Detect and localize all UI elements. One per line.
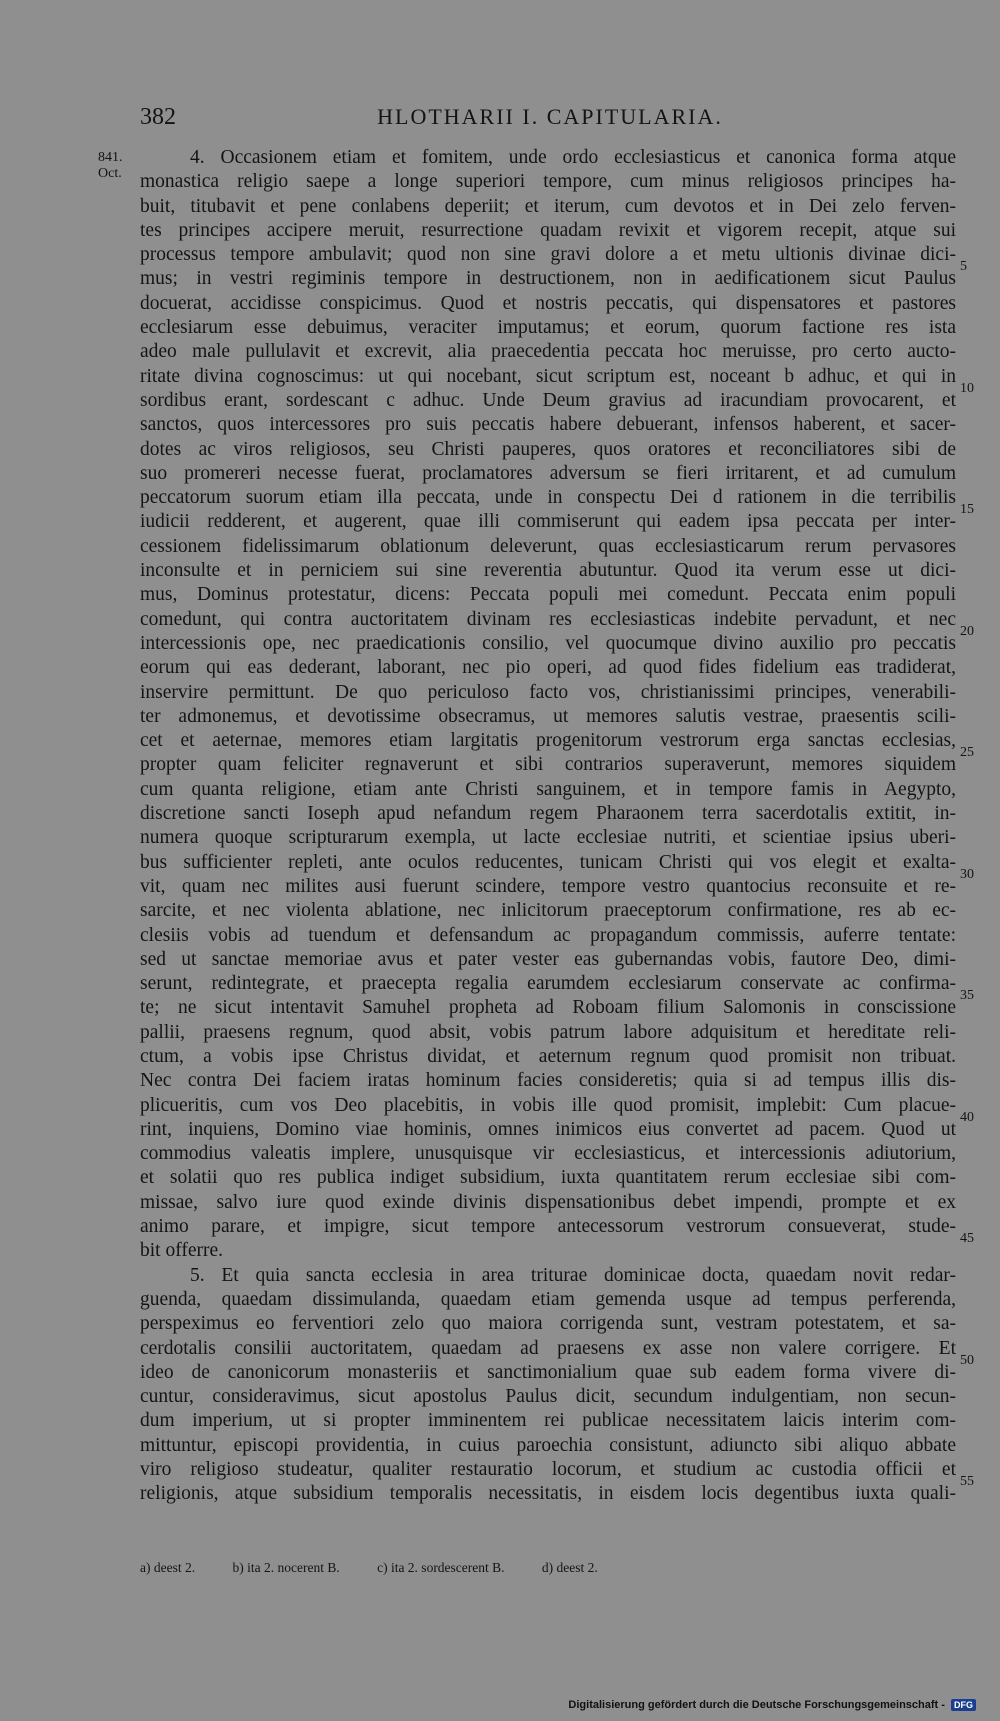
text-line: eorum qui eas dederant, laborant, nec pio operi, ad quod fides fidelium eas tradiderat, [140, 657, 956, 679]
text-line: religionis, atque subsidium temporalis necessitatis, in eisdem locis degentibus iuxta quali- [140, 1483, 956, 1505]
line-number: 30 [960, 867, 974, 882]
text-line: cuntur, consideravimus, sicut apostolus Paulus dicit, secundum indulgentiam, non secun- [140, 1386, 956, 1408]
line-number: 45 [960, 1231, 974, 1246]
credit-text: Digitalisierung gefördert durch die Deutsche Forschungsgemeinschaft - [568, 1699, 945, 1711]
text-line: mus; in vestri regiminis tempore in destructionem, non in aedificationem sicut Paulus [140, 268, 956, 290]
text-line: commodius valeatis implere, unusquisque vir ecclesiasticus, et intercessionis adiutorium, [140, 1143, 956, 1165]
footnote: c) ita 2. sordescerent B. [377, 1560, 505, 1575]
text-line: mus, Dominus protestatur, dicens: Peccata populi mei comedunt. Peccata enim populi [140, 584, 956, 606]
footnotes [140, 1560, 956, 1576]
page-header [140, 104, 960, 134]
text-line: missae, salvo iure quod exinde divinis dispensationibus debet impendi, prompte et ex [140, 1191, 956, 1213]
line-number: 40 [960, 1110, 974, 1125]
text-line: mittuntur, episcopi providentia, in cuius paroechia consistunt, adiuncto sibi aliquo abbate [140, 1434, 956, 1456]
text-line: te; ne sicut intentavit Samuhel propheta ad Roboam filium Salomonis in conscissione [140, 997, 956, 1019]
text-line: cessionem fidelissimarum oblationum deleverunt, quas ecclesiasticarum rerum pervasores [140, 535, 956, 557]
text-line: ter admonemus, et devotissime obsecramus, ut memores salutis vestrae, praesentis scili- [140, 705, 956, 727]
text-line: buit, titubavit et pene conlabens deperiit; et iterum, cum devotos et in Dei zelo ferven- [140, 195, 956, 217]
text-line: sarcite, et nec violenta ablatione, nec inlicitorum praeceptorum confirmatione, res ab ec- [140, 900, 956, 922]
body-text [140, 146, 956, 1507]
text-line: discretione sancti Ioseph apud nefandum regem Pharaonem terra sacerdotalis extitit, in- [140, 803, 956, 825]
text-line: propter quam feliciter regnaverunt et sibi contrarios superaverunt, memores siquidem [140, 754, 956, 776]
text-line: comedunt, qui contra auctoritatem divinam res ecclesiasticas indebite pervadunt, et nec [140, 608, 956, 630]
line-number: 55 [960, 1474, 974, 1489]
text-line: plicueritis, cum vos Deo placebitis, in vobis ille quod promisit, implebit: Cum placue- [140, 1094, 956, 1116]
text-line: sed ut sanctae memoriae avus et pater vester eas gubernandas vobis, fautore Deo, dimi- [140, 948, 956, 970]
footnote: a) deest 2. [140, 1560, 196, 1575]
text-line: viro religioso studeatur, qualiter restauratio locorum, et studium ac custodia officii et [140, 1459, 956, 1481]
text-line: iudicii redderent, et augerent, quae illi commiserunt qui eadem ipsa peccata per inter- [140, 511, 956, 533]
text-line: dotes ac viros religiosos, seu Christi pauperes, quos oratores et reconciliatores sibi de [140, 438, 956, 460]
text-line: suo promereri necesse fuerat, proclamatores adversum se fieri irritarent, et ad cumulum [140, 462, 956, 484]
text-line: monastica religio saepe a longe superiori tempore, cum minus religiosos principes ha- [140, 171, 956, 193]
text-line: intercessionis ope, nec praedicationis consilio, vel quocumque divino auxilio pro peccatis [140, 632, 956, 654]
line-number: 35 [960, 988, 974, 1003]
footnote: d) deest 2. [541, 1560, 598, 1575]
margin-year: 841. [98, 150, 123, 165]
text-line: cerdotalis consilii auctoritatem, quaedam ad praesens ex asse non valere corrigere. Et [140, 1337, 956, 1359]
text-line: perspeximus eo ferventiori zelo quo maiora corrigenda sunt, vestram potestatem, et sa- [140, 1313, 956, 1335]
text-line: peccatorum suorum etiam illa peccata, unde in conspectu Dei d rationem in die terribilis [140, 487, 956, 509]
text-line: sanctos, quos intercessores pro suis peccatis habere debuerant, infensos haberent, et sacer- [140, 414, 956, 436]
text-line: adeo male pullulavit et excrevit, alia praecedentia peccata hoc meruisse, pro certo aucto- [140, 341, 956, 363]
text-line: ecclesiarum esse debuimus, veraciter imputamus; et eorum, quorum factione res ista [140, 317, 956, 339]
text-line: cet et aeternae, memores etiam largitatis progenitorum vestrorum erga sanctas ecclesias, [140, 730, 956, 752]
line-number: 50 [960, 1353, 974, 1368]
text-line: 4. Occasionem etiam et fomitem, unde ordo ecclesiasticus et canonica forma atque [190, 147, 956, 168]
dfg-logo-icon: DFG [951, 1699, 976, 1711]
text-line: cum quanta religione, etiam ante Christi sanguinem, et in tempore famis in Aegypto, [140, 778, 956, 800]
footnote: b) ita 2. nocerent B. [232, 1560, 340, 1575]
text-line: dum imperium, ut si propter imminentem rei publicae necessitatem laicis interim com- [140, 1410, 956, 1432]
text-line: inservire permittunt. De quo periculoso facto vos, christianissimi principes, venerabili- [140, 681, 956, 703]
text-line: serunt, redintegrate, et praecepta regalia earumdem ecclesiarum conservate ac confirma- [140, 973, 956, 995]
text-line: animo parare, et impigre, sicut tempore antecessorum vestrorum consueverat, stude- [140, 1216, 956, 1238]
text-line: vit, quam nec milites ausi fuerunt scindere, tempore vestro quantocius reconsuite et re- [140, 875, 956, 897]
text-line: ideo de canonicorum monasteriis et sanctimonialium quae sub eadem forma vivere di- [140, 1361, 956, 1383]
text-line: bus sufficienter repleti, ante oculos reducentes, tunicam Christi qui vos elegit et exalta- [140, 851, 956, 873]
text-line: guenda, quaedam dissimulanda, quaedam etiam gemenda usque ad tempus perferenda, [140, 1288, 956, 1310]
page-number: 382 [140, 104, 176, 130]
text-line: et solatii quo res publica indiget subsidium, iuxta quantitatem rerum ecclesiae sibi com- [140, 1167, 956, 1189]
line-number: 10 [960, 381, 974, 396]
text-line: clesiis vobis ad tuendum et defensandum ac propagandum commissis, auferre tentate: [140, 924, 956, 946]
text-line: ritate divina cognoscimus: ut qui nocebant, sicut scriptum est, noceant b adhuc, et qui in [140, 365, 956, 387]
text-line: docuerat, accidisse conspicimus. Quod et nostris peccatis, qui dispensatores et pastores [140, 292, 956, 314]
line-number: 15 [960, 502, 974, 517]
line-number: 20 [960, 624, 974, 639]
line-number: 5 [960, 259, 967, 274]
text-line: inconsulte et in perniciem sui sine reverentia abutuntur. Quod ita verum esse ut dici- [140, 560, 956, 582]
text-line: Nec contra Dei faciem iratas hominum facies consideretis; quia si ad tempus illis dis- [140, 1070, 956, 1092]
text-line: sordibus erant, sordescant c adhuc. Unde Deum gravius ad iracundiam provocarent, et [140, 389, 956, 411]
text-line: tes principes accipere meruit, resurrectione quadam revixit et vigorem recepit, atque sui [140, 219, 956, 241]
text-line: ctum, a vobis ipse Christus dividat, et aeternum regnum quod promisit non tribuat. [140, 1045, 956, 1067]
text-line: rint, inquiens, Domino viae hominis, omnes inimicos eius convertet ad pacem. Quod ut [140, 1118, 956, 1140]
running-title: HLOTHARII I. CAPITULARIA. [377, 104, 723, 129]
text-line: pallii, praesens regnum, quod absit, vobis patrum labore adquisitum et hereditate reli- [140, 1021, 956, 1043]
text-line: bit offerre. [140, 1240, 224, 1262]
text-line: 5. Et quia sancta ecclesia in area triturae dominicae docta, quaedam novit redar- [190, 1264, 956, 1286]
margin-month: Oct. [98, 166, 122, 181]
line-number: 25 [960, 745, 974, 760]
text-line: processus tempore ambulavit; quod non sine gravi dolore a et metu ultionis divinae dici- [140, 244, 956, 266]
digitization-credit [568, 1699, 976, 1711]
margin-date [98, 150, 123, 182]
text-line: numera quoque scripturarum exempla, ut lacte ecclesiae nutriti, et scientiae ipsius uberi- [140, 827, 956, 849]
